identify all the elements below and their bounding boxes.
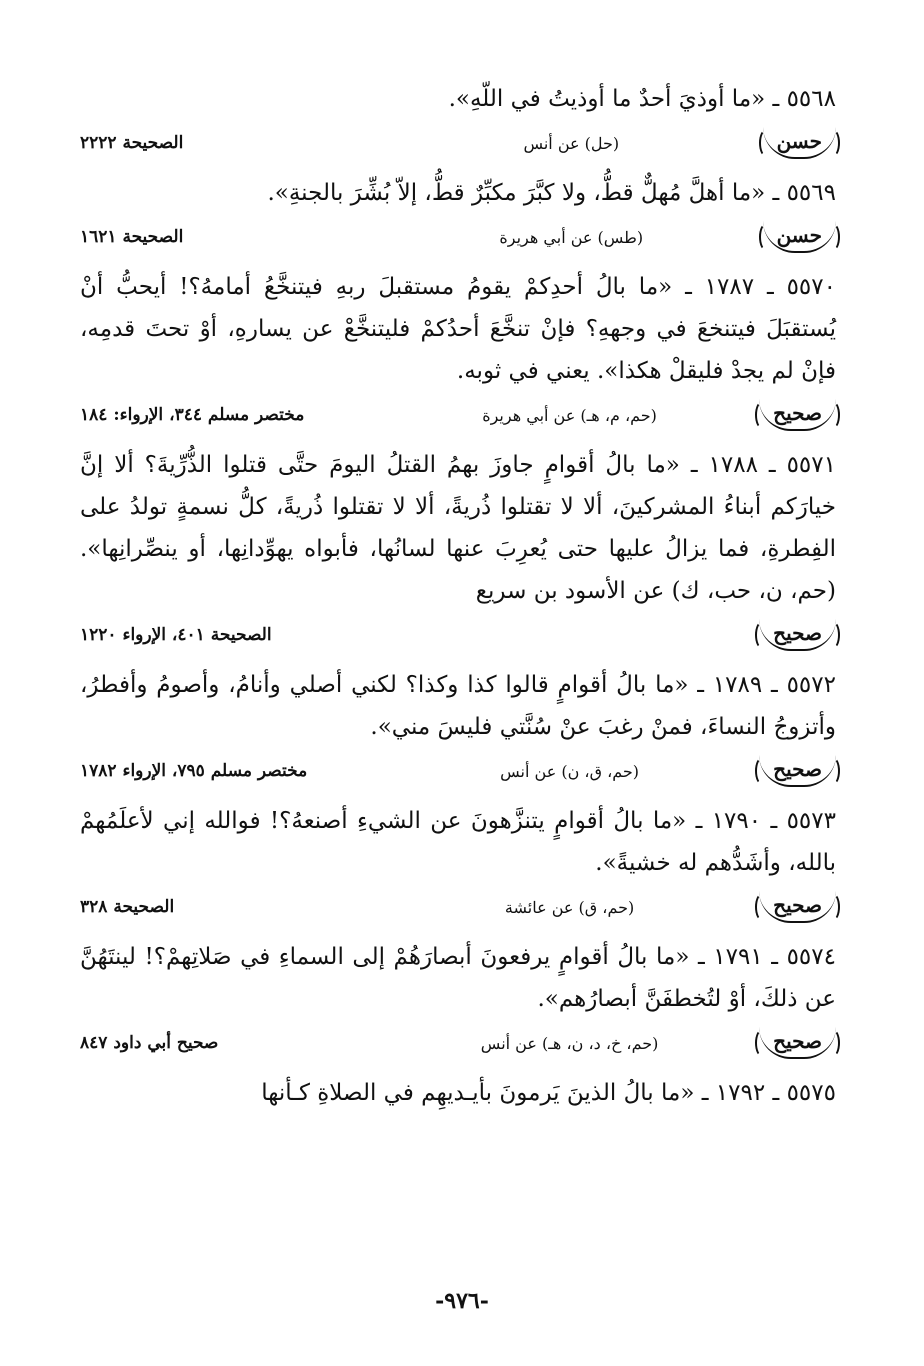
reference-citation: الصحيحة ١٦٢١	[80, 227, 184, 247]
hadith-text: ٥٥٧٣ ـ ١٧٩٠ ـ «ما بالُ أقوامٍ يتنزَّهونَ عن الشيءِ أصنعهُ؟! فوالله إني لأعلَمُهمْ بالله، وأشَدُّهم له خشيةً».	[80, 808, 836, 876]
hadith-entry	[80, 78, 836, 164]
hadith-entry	[80, 172, 836, 258]
source-citation: (حم، م، هـ) عن أبي هريرة	[482, 405, 657, 425]
source-citation: (حم، ق) عن عائشة	[504, 897, 635, 917]
reference-citation: مختصر مسلم ٧٩٥، الإرواء ١٧٨٢	[80, 761, 308, 781]
grade-label: حسن	[763, 127, 836, 159]
hadith-text: ٥٥٧٢ ـ ١٧٨٩ ـ «ما بالُ أقوامٍ قالوا كذا وكذا؟ لكني أصلي وأنامُ، وأصومُ وأفطرُ، وأتزوجُ النساءَ، فمنْ رغبَ عنْ سُنَّتي فليسَ مني».	[80, 672, 836, 740]
hadith-entry	[80, 1072, 836, 1114]
reference-citation: صحيح أبي داود ٨٤٧	[80, 1033, 219, 1053]
hadith-text: ٥٥٧١ ـ ١٧٨٨ ـ «ما بالُ أقوامٍ جاوزَ بهمُ القتلُ اليومَ حتَّى قتلوا الذُّرِّيةَ؟ ألا إنَّ خيارَكم أبناءُ المشركينَ، ألا لا تقتلوا ذُريةً، ألا لا تقتلوا ذُريةً، كلُّ نسمةٍ تولدُ على الفِطرةِ، فما يزالُ عليها حتى يُعرِبَ عنها لسانُها، فأبواه يهوِّدانِها، أو ينصِّرانِها». (حم، ن، حب، ك) عن الأسود بن سريع	[80, 452, 836, 604]
grade-label: صحيح	[759, 1027, 836, 1059]
reference-row	[80, 1022, 836, 1064]
hadith-entry	[80, 444, 836, 656]
grade-label: حسن	[763, 221, 836, 253]
source-citation: (طس) عن أبي هريرة	[499, 227, 644, 247]
reference-row	[80, 886, 836, 928]
hadith-text: ٥٥٧٥ ـ ١٧٩٢ ـ «ما بالُ الذينَ يَرمونَ بأيـديهِم في الصلاةِ كـأنها	[261, 1080, 836, 1106]
hadith-text: ٥٥٧٤ ـ ١٧٩١ ـ «ما بالُ أقوامٍ يرفعونَ أبصارَهُمْ إلى السماءِ في صَلاتِهمْ؟! لينتَهُنَّ عن ذلكَ، أوْ لتُخطفَنَّ أبصارُهم».	[80, 944, 836, 1012]
reference-row	[80, 614, 836, 656]
reference-citation: مختصر مسلم ٣٤٤، الإرواء: ١٨٤	[80, 405, 305, 425]
reference-citation: الصحيحة ٢٢٢٢	[80, 133, 184, 153]
hadith-list	[80, 78, 836, 1114]
reference-row	[80, 216, 836, 258]
hadith-entry	[80, 936, 836, 1064]
source-citation: (حم، ق، ن) عن أنس	[500, 761, 640, 781]
hadith-text: ٥٥٦٩ ـ «ما أهلَّ مُهلٌّ قطُّ، ولا كبَّرَ مكبِّرٌ قطُّ، إلاّ بُشِّرَ بالجنةِ».	[267, 180, 836, 206]
hadith-text: ٥٥٧٠ ـ ١٧٨٧ ـ «ما بالُ أحدِكمْ يقومُ مستقبلَ ربهِ فيتنخَّعُ أمامهُ؟! أيحبُّ أنْ يُستقبَلَ فيتنخعَ في وجههِ؟ فإنْ تنخَّعَ أحدُكمْ فليتنخَّعْ عن يسارهِ، أوْ تحتَ قدمِه، فإنْ لم يجدْ فليقلْ هكذا». يعني في ثوبه.	[80, 274, 836, 384]
hadith-entry	[80, 266, 836, 436]
hadith-entry	[80, 800, 836, 928]
reference-row	[80, 394, 836, 436]
source-citation: (حم، خ، د، ن، هـ) عن أنس	[480, 1033, 659, 1053]
reference-citation: الصحيحة ٤٠١، الإرواء ١٢٢٠	[80, 625, 272, 645]
reference-citation: الصحيحة ٣٢٨	[80, 897, 175, 917]
reference-row	[80, 122, 836, 164]
grade-label: صحيح	[759, 619, 836, 651]
hadith-entry	[80, 664, 836, 792]
page-number: -٩٧٦-	[435, 1288, 489, 1314]
reference-row	[80, 750, 836, 792]
grade-label: صحيح	[759, 755, 836, 787]
hadith-text: ٥٥٦٨ ـ «ما أوذيَ أحدٌ ما أوذيتُ في اللّهِ».	[448, 86, 836, 112]
grade-label: صحيح	[759, 891, 836, 923]
grade-label: صحيح	[759, 399, 836, 431]
source-citation: (حل) عن أنس	[523, 133, 620, 153]
